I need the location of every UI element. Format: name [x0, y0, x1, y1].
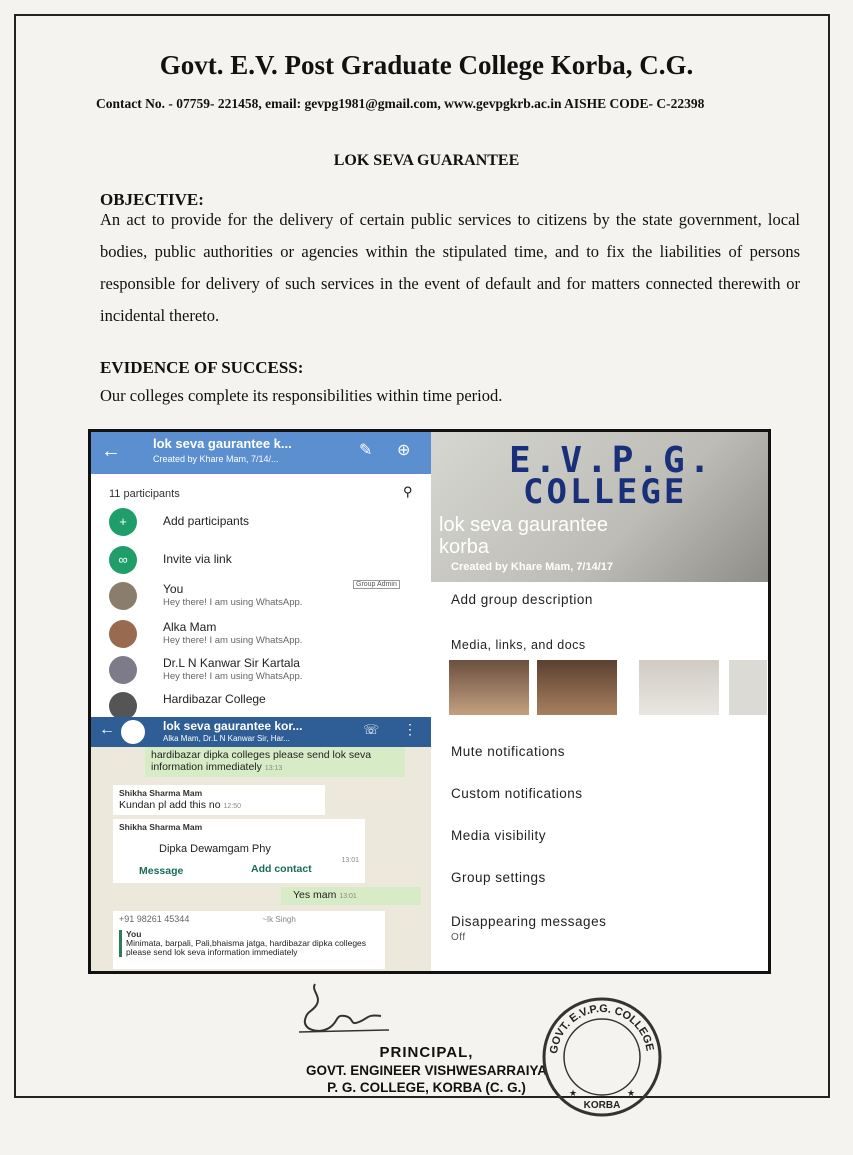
group-settings[interactable]: Group settings — [451, 870, 546, 885]
contact-line: Contact No. - 07759- 221458, email: gevpg1981@gmail.com, www.gevpgkrb.ac.in AISHE CODE- C-22398 — [96, 96, 705, 111]
media-thumbnail[interactable] — [537, 660, 617, 715]
quote-text: Minimata, barpali, Pali,bhaisma jatga, hardibazar dipka colleges please send lok seva information immediately — [126, 938, 367, 957]
group-info-panel — [91, 432, 431, 717]
quoted-message — [113, 911, 385, 969]
add-description[interactable]: Add group description — [451, 592, 593, 607]
document-title: LOK SEVA GUARANTEE — [333, 152, 520, 169]
message-button[interactable]: Message — [139, 865, 184, 877]
add-call-icon[interactable]: ☏ — [363, 722, 380, 737]
sender-name: Shikha Sharma Mam — [119, 788, 203, 798]
custom-notifications[interactable]: Custom notifications — [451, 786, 583, 801]
sender-name: ~Ik Singh — [262, 915, 296, 924]
add-person-icon: + — [109, 508, 137, 536]
message-time: 13:01 — [339, 893, 357, 900]
message-bubble — [281, 887, 421, 905]
group-title: lok seva gaurantee k... — [153, 436, 292, 451]
evidence-text: Our colleges complete its responsibilities within time period. — [100, 386, 503, 405]
chat-subtitle: Alka Mam, Dr.L N Kanwar Sir, Har... — [163, 734, 290, 743]
disappearing-messages[interactable]: Disappearing messages — [451, 914, 607, 929]
admin-badge: Group Admin — [353, 580, 400, 589]
link-icon: ∞ — [109, 546, 137, 574]
media-links-docs[interactable]: Media, links, and docs — [451, 638, 586, 652]
chat-panel — [91, 717, 431, 971]
avatar — [109, 692, 137, 720]
seal-bottom-text: KORBA — [583, 1100, 621, 1111]
avatar — [109, 582, 137, 610]
more-options-icon[interactable]: ⋮ — [403, 721, 417, 737]
message-bubble — [145, 747, 405, 777]
quote-author: You — [126, 929, 142, 939]
star-icon: ★ — [569, 1088, 578, 1098]
participant-status: Hey there! I am using WhatsApp. — [163, 635, 303, 646]
group-cover-image — [431, 432, 771, 582]
principal-line1: GOVT. ENGINEER VISHWESARRAIYA — [305, 1063, 548, 1078]
group-info-header — [91, 432, 431, 474]
message-text: hardibazar dipka colleges please send lok seva information immediately — [151, 749, 372, 773]
college-seal — [541, 996, 663, 1118]
sender-name: Shikha Sharma Mam — [119, 822, 203, 832]
group-subtitle: Created by Khare Mam, 7/14/... — [153, 454, 279, 464]
cover-text: COLLEGE — [523, 472, 688, 512]
add-participants-row[interactable] — [91, 504, 431, 540]
edit-icon[interactable]: ✎ — [359, 442, 373, 459]
disappearing-value: Off — [451, 932, 466, 943]
media-visibility[interactable]: Media visibility — [451, 828, 547, 843]
participant-row[interactable] — [91, 616, 431, 652]
participant-status: Hey there! I am using WhatsApp. — [163, 597, 303, 608]
star-icon: ★ — [627, 1088, 636, 1098]
message-text: Yes mam — [293, 889, 337, 901]
contact-name: Dipka Dewamgam Phy — [159, 843, 271, 855]
evidence-heading: EVIDENCE OF SUCCESS: — [100, 358, 304, 377]
message-text: Kundan pl add this no — [119, 799, 221, 811]
participant-name: Alka Mam — [163, 620, 217, 634]
objective-heading: OBJECTIVE: — [100, 190, 204, 209]
participant-name: Dr.L N Kanwar Sir Kartala — [163, 656, 300, 670]
avatar — [109, 620, 137, 648]
principal-line2: P. G. COLLEGE, KORBA (C. G.) — [327, 1080, 526, 1095]
message-time: 13:13 — [264, 765, 283, 772]
row-label: Add participants — [163, 514, 250, 528]
search-icon[interactable]: ⚲ — [403, 484, 413, 499]
participant-name: You — [163, 582, 184, 596]
group-details-panel — [431, 432, 771, 971]
sender-phone: +91 98261 45344 — [119, 914, 190, 924]
back-arrow-icon[interactable]: ← — [99, 721, 115, 738]
back-arrow-icon[interactable]: ← — [101, 440, 121, 462]
participant-row[interactable] — [91, 578, 431, 614]
college-title: Govt. E.V. Post Graduate College Korba, C.G. — [159, 50, 694, 80]
participant-status: Hey there! I am using WhatsApp. — [163, 671, 303, 682]
cover-text: E.V.P.G. — [509, 440, 715, 481]
add-contact-button[interactable]: Add contact — [251, 863, 312, 875]
media-thumbnail[interactable] — [639, 660, 719, 715]
media-thumbnails — [449, 660, 769, 715]
add-person-icon[interactable]: ⊕ — [397, 442, 411, 459]
group-avatar — [121, 720, 145, 744]
participants-count: 11 participants — [109, 488, 180, 500]
chat-header — [91, 717, 431, 747]
cover-created: Created by Khare Mam, 7/14/17 — [451, 561, 614, 573]
message-time: 13:01 — [341, 857, 359, 864]
message-bubble — [113, 785, 325, 815]
participant-name: Hardibazar College — [163, 692, 266, 706]
media-thumbnail[interactable] — [449, 660, 529, 715]
invite-link-row[interactable] — [91, 542, 431, 578]
participant-row[interactable] — [91, 652, 431, 688]
objective-text: An act to provide for the delivery of certain public services to citizens by the state government, local bodies, public authorities or agencies within the stipulated time, and to fix the liabilities of persons responsible for delivery of such services in the event of default and for matters connected therewith or incidental thereto. — [100, 210, 800, 325]
message-time: 12:50 — [223, 803, 242, 810]
principal-title: PRINCIPAL, — [379, 1044, 474, 1061]
media-thumbnail[interactable] — [729, 660, 767, 715]
row-label: Invite via link — [163, 552, 232, 566]
mute-notifications[interactable]: Mute notifications — [451, 744, 566, 759]
signature-scribble — [285, 980, 405, 1042]
svg-text:GOVT. E.V.P.G. COLLEGE — [548, 1003, 656, 1055]
seal-text: GOVT. E.V.P.G. COLLEGE — [547, 1002, 656, 1055]
cover-group-name: lok seva gaurantee korba — [439, 514, 609, 558]
whatsapp-screenshot — [88, 429, 771, 974]
avatar — [109, 656, 137, 684]
chat-title: lok seva gaurantee kor... — [163, 719, 303, 733]
